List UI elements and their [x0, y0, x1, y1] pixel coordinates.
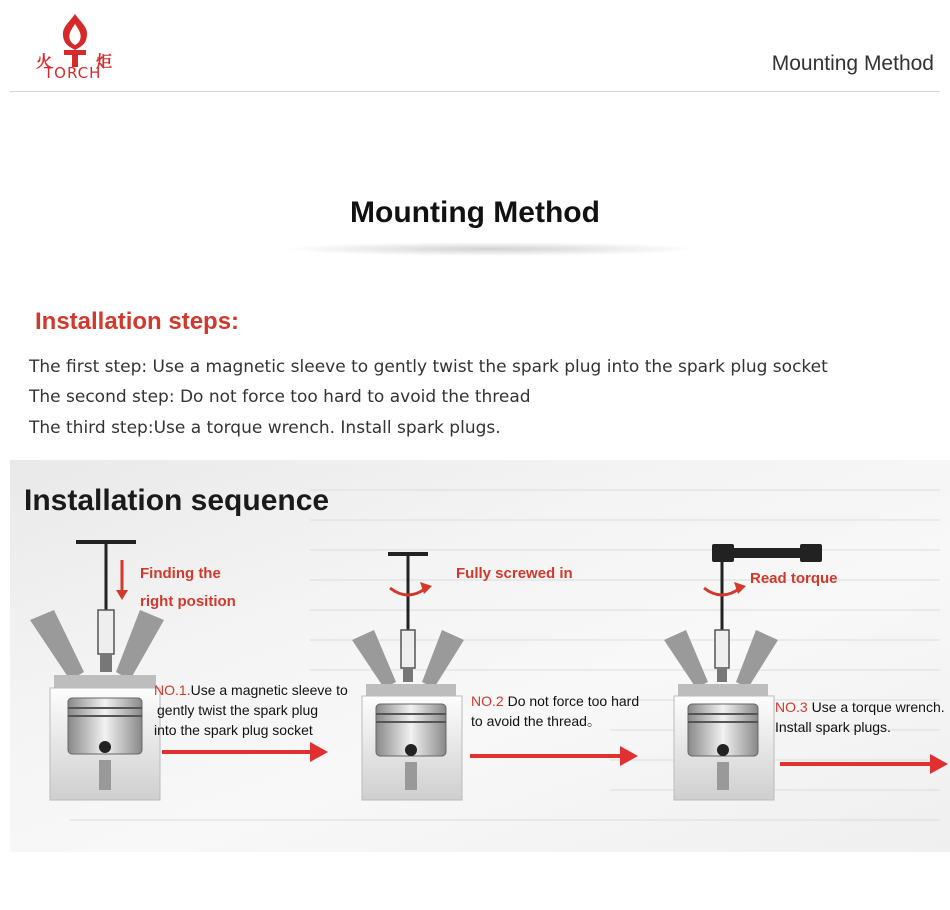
logo-glyph-right: 炬: [96, 52, 113, 70]
background-table-lines: [70, 490, 940, 820]
stage-2-note: [471, 691, 639, 731]
steps-heading: Installation steps:: [35, 308, 240, 335]
stage-2-note-line2: to avoid the thread。: [471, 713, 601, 729]
step-2-text: The second step: Do not force too hard to avoid the thread: [29, 387, 531, 407]
stage-1-callout: [140, 560, 236, 616]
stage-2-note-line1: Do not force too hard: [503, 693, 640, 709]
header-title: Mounting Method: [771, 52, 934, 75]
stage-3-note-line1: Use a torque wrench.: [807, 699, 945, 715]
stage-3-note-line2: Install spark plugs.: [775, 719, 891, 735]
stage-2-illustration: [352, 554, 638, 800]
stage-3-number: NO.3: [775, 699, 808, 715]
installation-sequence-panel: [10, 460, 950, 852]
stage-2-number: NO.2: [471, 693, 504, 709]
sequence-illustration: [10, 460, 950, 852]
sequence-title: Installation sequence: [24, 484, 330, 517]
step-1-text: The first step: Use a magnetic sleeve to gently twist the spark plug into the spark plug socket: [29, 357, 828, 377]
stage-2-callout-line1: Fully screwed in: [456, 565, 573, 582]
page-title: Mounting Method: [350, 196, 600, 229]
step-3-text: The third step:Use a torque wrench. Install spark plugs.: [29, 418, 501, 438]
stage-1-callout-line2: right position: [140, 593, 236, 610]
logo-glyph-left: 火: [36, 52, 53, 70]
header-divider: [10, 91, 940, 92]
title-underline-shadow: [280, 242, 700, 256]
stage-1-number: NO.1.: [154, 682, 191, 698]
stage-3-callout-line1: Read torque: [750, 570, 838, 587]
stage-1-callout-line1: Finding the: [140, 565, 221, 582]
stage-1-note: [154, 680, 348, 740]
logo-text: TORCH: [44, 64, 102, 82]
stage-3-callout: [750, 565, 838, 593]
torch-flame-icon: [30, 10, 120, 70]
page-header: [0, 0, 950, 92]
stage-2-callout: [456, 560, 573, 588]
stage-3-note: [775, 697, 945, 737]
stage-1-note-line2: gently twist the spark plug: [157, 702, 319, 718]
stage-1-note-line3: into the spark plug socket: [154, 722, 313, 738]
stage-1-note-line1: Use a magnetic sleeve to: [190, 682, 348, 698]
